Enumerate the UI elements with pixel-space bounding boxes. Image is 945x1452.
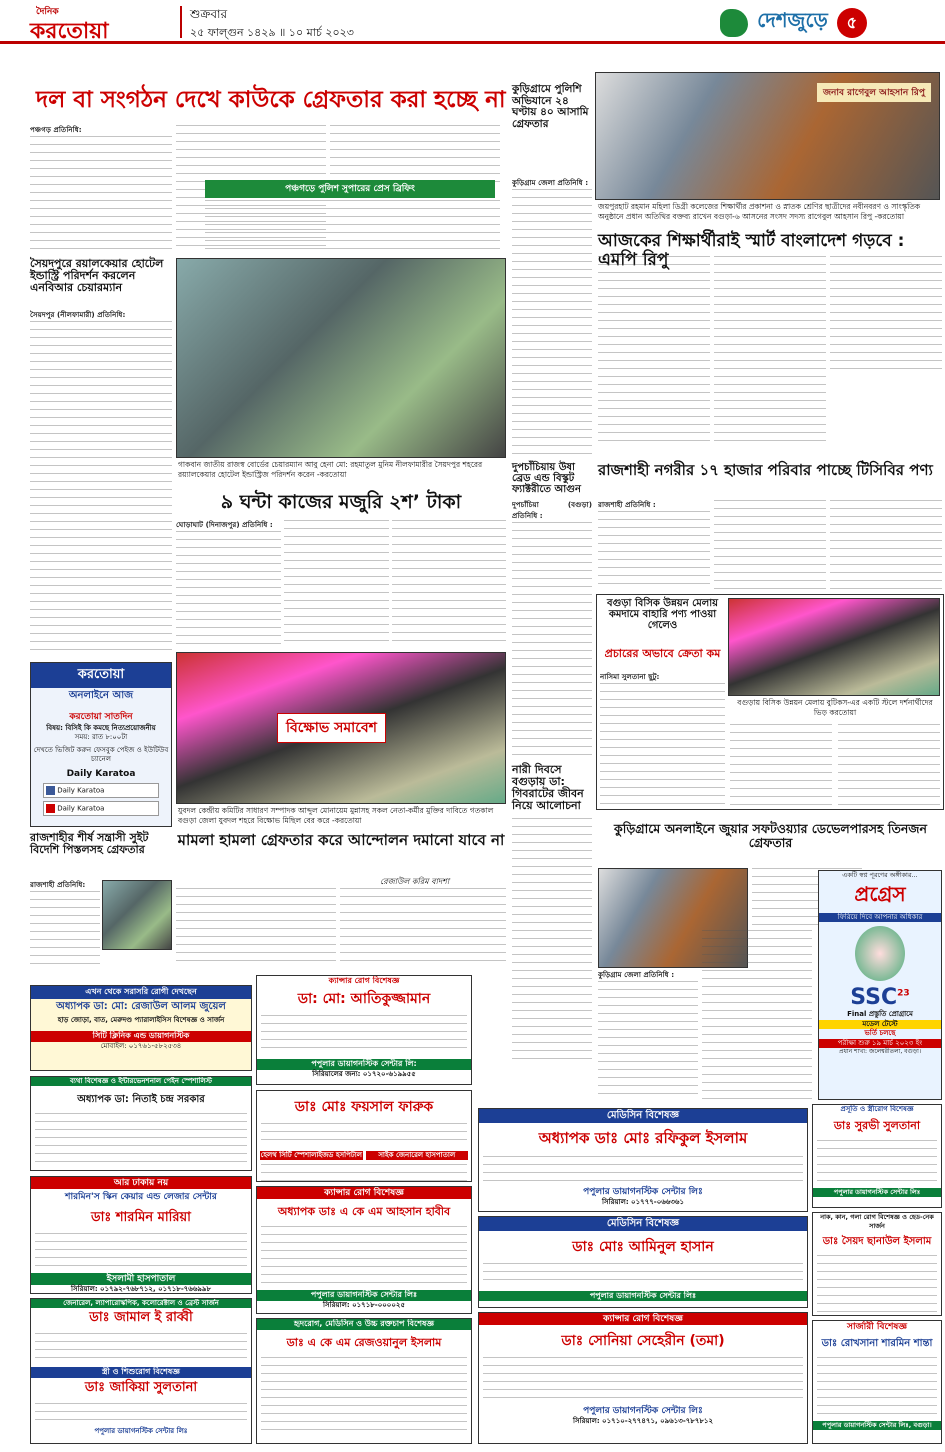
mamla-headline: মামলা হামলা গ্রেফতার করে আন্দোলন দমানো যাবে না: [177, 831, 505, 849]
online-today-box: [30, 662, 172, 827]
mamla-byline: রেজাউল করিম বাদশা: [380, 877, 450, 886]
lead-inset-label: পঞ্চগড়ে পুলিশ সুপারের প্রেস ব্রিফিং: [205, 180, 495, 198]
mamla-body-col1: [176, 888, 336, 966]
ad-jamal-name: ডাঃ জামাল ই রাব্বী: [89, 1310, 193, 1326]
progress-admission: ভর্তি চলছে: [864, 1029, 896, 1038]
kurigram-gambling-body-col1: কুড়িগ্রাম জেলা প্রতিনিধি :: [598, 970, 698, 1100]
jubodal-procession-photo: [176, 652, 506, 804]
header-day: শুক্রবার: [190, 7, 228, 21]
progress-slogan: ফিরিয়ে দিবে আপনার অধিকার: [819, 913, 941, 922]
teacher-photo: [855, 926, 905, 981]
ripu-body-col3: [830, 256, 942, 376]
nbr-visit-photo: [176, 258, 506, 458]
saidpur-body: সৈয়দপুর (নীলফামারী) প্রতিনিধি:: [30, 310, 172, 650]
kurigram-gambling-body-col2: [702, 930, 812, 1100]
women-day-headline: নারী দিবসে বগুড়ায় ডা: গিবরাটের জীবন নিয়ে আলোচনা: [512, 763, 584, 813]
ad-rezaul-name: অধ্যাপক ডা: মো: রেজাউল আলম জুয়েল: [56, 1001, 226, 1012]
ad-rokhsana-sharmin[interactable]: সার্জারী বিশেষজ্ঞ ডাঃ রোখসানা শারমিন শান্তা পপুলার ডায়াগনস্টিক সেন্টার লিঃ, বগুড়া।: [812, 1320, 942, 1444]
ad-sonia-seherin[interactable]: ক্যান্সার রোগ বিশেষজ্ঞ ডাঃ সোনিয়া সেহেরীন (তমা) পপুলার ডায়াগনস্টিক সেন্টার লিঃ সিরিয়াল: ০১৭১০-২৭৭৪৭১, ০৯৬১৩-৭৮৭৮১২: [478, 1312, 808, 1444]
lead-headline: দল বা সংগঠন দেখে কাউকে গ্রেফতার করা হচ্ছে না: [36, 87, 506, 113]
online-daily: Daily Karatoa: [66, 768, 136, 779]
header-date: ২৫ ফাল্গুন ১৪২৯ ॥ ১০ মার্চ ২০২৩: [190, 26, 354, 39]
rajshahi-tcb-body-col2: [714, 500, 826, 590]
facebook-link[interactable]: Daily Karatoa: [43, 783, 159, 798]
ripu-headline: আজকের শিক্ষার্থীরাই স্মার্ট বাংলাদেশ গড়বে : এমপি রিপু: [598, 231, 905, 270]
ad-atikuzzaman[interactable]: ক্যান্সার রোগ বিশেষজ্ঞ ডা: মো: আতিকুজ্জামান পপুলার ডায়াগনস্টিক সেন্টার লি: সিরিয়ালের জন্য: ০১৭২০-৬১৯৯৫৫: [256, 975, 472, 1085]
ripu-body-col1: [598, 256, 710, 446]
ad-rafiqul-islam[interactable]: মেডিসিন বিশেষজ্ঞ অধ্যাপক ডাঃ মোঃ রফিকুল ইসলাম পপুলার ডায়াগনস্টিক সেন্টার লিঃ সিরিয়াল: ০১৭৭৭-০৬৬৩৬১: [478, 1108, 808, 1212]
procession-banner: বিক্ষোভ সমাবেশ: [277, 713, 386, 743]
dupchanchia-headline: দুপচাঁচিয়ায় উষা ব্রেড এন্ড বিস্কুট ফ্যাক্টরীতে আগুন: [512, 462, 582, 495]
ad-jamal-rabbi[interactable]: জেনারেল, ল্যাপারোস্কপিক, কলোরেক্টাল ও ব্রেস্ট সার্জন ডাঃ জামাল ই রাব্বী স্ত্রী ও শিশুরোগ বিশেষজ্ঞ ডাঃ জাকিয়া সুলতানা পপুলার ডায়াগনস্টিক সেন্টার লিঃ: [30, 1298, 252, 1444]
rajshahi-tcb-body-col3: [830, 500, 942, 590]
ad-zakia-name: ডাঃ জাকিয়া সুলতানা: [84, 1380, 198, 1396]
ad-sanaul-islam[interactable]: নাক, কান, গলা রোগ বিশেষজ্ঞ ও হেড-নেক সার্জন ডাঃ সৈয়দ ছানাউল ইসলাম: [812, 1212, 942, 1316]
ad-nitai-chandra[interactable]: ব্যথা বিশেষজ্ঞ ও ইন্টারভেনশনাল পেইন স্পেশালিস্ট অধ্যাপক ডা: নিতাই চন্দ্র সরকার: [30, 1076, 252, 1171]
wage-body-col2: [284, 520, 389, 648]
wage-body-col3: [392, 520, 506, 648]
rajshahi-terrorist-headline: রাজশাহীর শীর্ষ সন্ত্রাসী সুইট বিদেশি পিস্তলসহ গ্রেফতার: [30, 831, 149, 857]
bisic-body-col3: [838, 724, 940, 806]
progress-final-program: Final প্রস্তুতি প্রোগ্রামে: [847, 1010, 913, 1019]
youtube-link[interactable]: Daily Karatoa: [43, 801, 159, 816]
progress-tagline: একটি স্বপ্ন পূরণের অঙ্গীকার...: [842, 871, 918, 879]
ad-surovi-sultana[interactable]: প্রসূতি ও স্ত্রীরোগ বিশেষজ্ঞ ডাঃ সুরভী সুলতানা পপুলার ডায়াগনস্টিক সেন্টার লিঃ: [812, 1104, 942, 1208]
ad-rokhsana-name: ডাঃ রোখসানা শারমিন শান্তা: [821, 1338, 933, 1350]
ad-ahsan-habib[interactable]: ক্যান্সার রোগ বিশেষজ্ঞ অধ্যাপক ডাঃ এ কে এম আহসান হাবীব পপুলার ডায়াগনস্টিক সেন্টার লিঃ সিরিয়াল: ০১৭১৮-০০০০২৫: [256, 1186, 472, 1314]
online-time: সময়: রাত ৮:০০টা: [74, 733, 128, 742]
online-talkshow: করতোয়া সাতদিন: [69, 712, 133, 722]
online-title: অনলাইনে আজ: [68, 690, 134, 701]
ad-ahsan-name: অধ্যাপক ডাঃ এ কে এম আহসান হাবীব: [277, 1205, 451, 1219]
progress-exam-date: পরীক্ষা শুরু ১৯ মার্চ ২০২৩ ইং: [819, 1039, 941, 1048]
rajshahi-tcb-body-col1: রাজশাহী প্রতিনিধি :: [598, 500, 710, 590]
ad-faisal-name: ডাঃ মোঃ ফয়সাল ফারুক: [294, 1099, 434, 1115]
bisic-fair-photo: [728, 598, 940, 696]
masthead: [0, 0, 945, 44]
ssc-label: SSC$^{23}$: [850, 985, 910, 1011]
bisic-subheadline: প্রচারের অভাবে ক্রেতা কম: [604, 647, 721, 660]
ripu-photo-caption: জয়পুরহাট রহমান মহিলা ডিগ্রী কলেজের শিক্ষার্থীর প্রকাশনা ও স্নাতক শ্রেণির ছাত্রীদের নবীনবরণ ও সাংস্কৃতিক অনুষ্ঠানে প্রধান অতিথির বক্তব্য রাখেন বগুড়া-৬ আসনের সংসদ সদস্য রাগেবুল আহসান রিপু -করতোয়া: [598, 202, 921, 222]
bisic-body-col2: [730, 724, 832, 806]
ad-atikuzzaman-name: ডা: মো: আতিকুজ্জামান: [297, 990, 431, 1007]
kurigram-police-body: কুড়িগ্রাম জেলা প্রতিনিধি :: [512, 178, 592, 458]
ad-sharmin-name: ডাঃ শারমিন মারিয়া: [91, 1210, 191, 1226]
procession-photo-caption: যুবদল কেন্দ্রীয় কমিটির সাধারণ সম্পাদক আব্দুল মোনায়েম মুন্নাসহ সকল নেতা-কর্মীর মুক্তির দাবিতে গতকাল বগুড়া জেলা যুবদল শহরে বিক্ষোভ মিছিল বের করে -করতোয়া: [178, 806, 494, 826]
section-title: দেশজুড়ে: [757, 8, 828, 32]
online-brand: করতোয়া: [31, 663, 171, 688]
kurigram-police-headline: কুড়িগ্রামে পুলিশি অভিযানে ২৪ ঘণ্টায় ৪০ আসামি গ্রেফতার: [512, 83, 589, 130]
ad-nitai-name: অধ্যাপক ডা: নিতাই চন্দ্র সরকার: [77, 1094, 205, 1106]
ad-sonia-name: ডাঃ সোনিয়া সেহেরীন (তমা): [561, 1333, 725, 1350]
wage-headline: ৯ ঘন্টা কাজের মজুরি ২শ’ টাকা: [220, 491, 462, 513]
ad-aminul-hasan[interactable]: মেডিসিন বিশেষজ্ঞ ডাঃ মোঃ আমিনুল হাসান পপুলার ডায়াগনস্টিক সেন্টার লিঃ: [478, 1216, 808, 1308]
ripu-photo-banner: জনাব রাগেবুল আহসান রিপু: [817, 83, 931, 102]
mamla-body-col2: [340, 888, 506, 966]
rajshahi-tcb-headline: রাজশাহী নগরীর ১৭ হাজার পরিবার পাচ্ছে টিসিবির পণ্য: [598, 461, 933, 479]
ad-rezwanul-islam[interactable]: হৃদরোগ, মেডিসিন ও উচ্চ রক্তচাপ বিশেষজ্ঞ ডাঃ এ কে এম রেজওয়ানুল ইসলাম: [256, 1318, 472, 1444]
bangladesh-map-icon: [720, 9, 748, 37]
bisic-headline: বগুড়া বিসিক উন্নয়ন মেলায় কমদামে বাহারি পণ্য পাওয়া গেলেও: [606, 598, 719, 631]
saidpur-headline: সৈয়দপুরে রয়ালকেয়ার হোটেল ইন্ডাস্ট্রি পরিদর্শন করলেন এনবিআর চেয়ারম্যান: [30, 257, 164, 295]
wage-body-col1: ঘোড়াঘাট (দিনাজপুর) প্রতিনিধি :: [176, 520, 281, 648]
newspaper-logo: করতোয়া: [30, 18, 109, 44]
ripu-event-photo: [595, 72, 940, 200]
lead-body-col1: [30, 125, 172, 251]
online-topic: বিষয়: বিসিই কি কমছে নিত্যপ্রয়োজনীয়: [46, 724, 156, 732]
progress-address: প্রধান শাখা: জলেশ্বরীতলা, বগুড়া।: [838, 1047, 922, 1055]
progress-brand: প্রগ্রেস: [854, 881, 906, 906]
section-label: [720, 6, 940, 38]
progress-model-test: মডেল টেস্টে: [819, 1020, 941, 1029]
ad-sharmin-skin-care[interactable]: আর ঢাকায় নয় শারমিন'স স্কিন কেয়ার এন্ড লেজার সেন্টার ডাঃ শারমিন মারিয়া ইসলামী হাসপাতাল সিরিয়াল: ০১৭৯২-৭৬৮৭১২, ০১৭১৮-৭৬৬৯৯৮: [30, 1176, 252, 1294]
ad-surovi-name: ডাঃ সুরভী সুলতানা: [833, 1119, 921, 1133]
ad-rafiqul-name: অধ্যাপক ডাঃ মোঃ রফিকুল ইসলাম: [538, 1128, 748, 1147]
lead-body-col4: [205, 200, 500, 252]
lead-body-col3: [330, 125, 500, 185]
ripu-body-col2: [714, 256, 826, 446]
progress-coaching-ad[interactable]: [818, 870, 942, 1100]
ad-faisal-faruk[interactable]: ডাঃ মোঃ ফয়সাল ফারুক হেলথ সিটি স্পেশালাইজড হসপিটাল সাইক জেনারেল হাসপাতাল: [256, 1090, 472, 1182]
suspect-photo: [102, 880, 172, 950]
header-divider: [180, 6, 182, 38]
logo-prefix: দৈনিক: [36, 7, 59, 17]
dupchanchia-body: দুপচাঁচিয়া (বগুড়া) প্রতিনিধি :: [512, 500, 592, 760]
kurigram-gambling-headline: কুড়িগ্রামে অনলাইনে জুয়ার সফটওয়্যার ডেভেলপারসহ তিনজন গ্রেফতার: [614, 821, 927, 850]
ad-rezwanul-name: ডাঃ এ কে এম রেজওয়ানুল ইসলাম: [286, 1335, 442, 1349]
ad-rezaul-alam[interactable]: এখন থেকে সরাসরি রোগী দেখছেন অধ্যাপক ডা: মো: রেজাউল আলম জুয়েল হাড় জোড়া, বাত, মেরুদণ্ড প্যারালাইসিস বিশেষজ্ঞ ও সার্জন সিটি ক্লিনিক এন্ড ডায়াগনস্টিক মোবাইল: ০১৭৬১-৫৮২৫৩৪: [30, 985, 252, 1071]
nbr-photo-caption: গাকবান জাতীয় রাজস্ব বোর্ডের চেয়ারম্যান আবু হেনা মো: রহমাতুল মুনিম নীলফামারীর সৈয়দপুর শহরের রয়্যালকেয়ার হোটেল ইন্ডাস্ট্রিজ পরিদর্শন করেন -করতোয়া: [178, 460, 483, 480]
lead-byline: পঞ্চগড় প্রতিনিধি:: [30, 125, 82, 134]
youtube-icon: [46, 804, 55, 813]
women-day-body: [512, 818, 592, 1063]
page-number: ৫: [837, 8, 867, 38]
facebook-icon: [46, 786, 55, 795]
bisic-body-col1: নাসিমা সুলতানা ছুটু:: [600, 672, 725, 806]
online-watch-note: দেখতে ভিজিট করুন ফেসবুক পেইজ ও ইউটিউব চ্যানেল: [33, 745, 169, 764]
ad-aminul-name: ডাঃ মোঃ আমিনুল হাসান: [572, 1238, 714, 1255]
bisic-photo-caption: বগুড়ায় বিসিক উন্নয়ন মেলায় বুটিকস-এর একটি স্টলে দর্শনার্থীদের ভিড় করতোয়া: [737, 698, 933, 718]
ad-sanaul-name: ডাঃ সৈয়দ ছানাউল ইসলাম: [822, 1235, 932, 1247]
rajshahi-terrorist-body: রাজশাহী প্রতিনিধি:: [30, 880, 100, 970]
